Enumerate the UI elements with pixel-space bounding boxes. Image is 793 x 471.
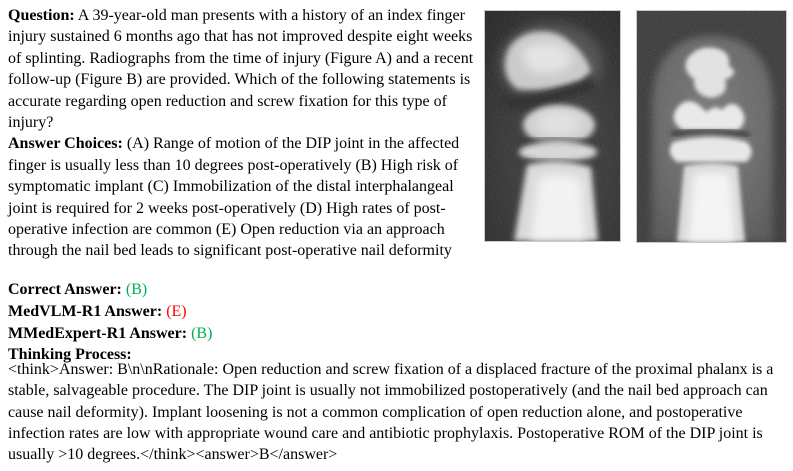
mmedexpert-answer-label: MMedExpert-R1 Answer:	[8, 324, 188, 342]
question-label: Question:	[8, 7, 75, 24]
mmedexpert-answer-line	[8, 323, 212, 345]
correct-answer-label: Correct Answer:	[8, 281, 122, 298]
medvlm-answer-line	[8, 301, 212, 323]
thinking-process-label: Thinking Process:	[8, 346, 132, 364]
mmedexpert-answer-value: (B)	[191, 324, 213, 342]
answer-choices-label: Answer Choices:	[8, 135, 123, 153]
correct-answer-value: (B)	[125, 281, 148, 298]
thinking-text: <think>Answer: B\n\nRationale: Open reduction and screw fixation of a displaced fracture of the proximal phalanx is a stable, salvageable procedure. The DIP joint is usually not immobilized postoperatively (and the nail bed approach can cause nail deformity). Implant loosening is not a common complication of open reduction alone, and postoperative infection rates are low with appropriate wound care and antibiotic prophylaxis. Postoperative ROM of the DIP joint is usually >10 degrees.</think><answer>B</answer>	[8, 361, 774, 464]
question-block	[8, 5, 478, 262]
question-text: A 39-year-old man presents with a history of an index finger injury sustained 6 months ago that has not improved despite eight weeks of splinting. Radiographs from the time of injury (Figure A) and a recent follow-up (Figure B) are provided. Which of the following statements is accurate regarding open reduction and screw fixation for this type of injury?	[8, 7, 474, 132]
medvlm-answer-value: (E)	[166, 302, 187, 320]
medvlm-answer-label: MedVLM-R1 Answer:	[8, 302, 163, 320]
answer-choices-paragraph	[8, 133, 478, 261]
figure-b-xray	[636, 10, 787, 243]
figure-a-xray	[484, 10, 621, 242]
answer-choices-text: (A) Range of motion of the DIP joint in the affected finger is usually less than 10 degrees post-operatively (B) High risk of symptomatic implant (C) Immobilization of the distal interphalangeal joint is required for 2 weeks post-operatively (D) High rates of post-operative infection are common (E) Open reduction via an approach through the nail bed leads to significant post-operative nail deformity	[8, 135, 460, 260]
question-paragraph	[8, 5, 478, 133]
figure-b-xray-image	[637, 11, 786, 242]
answers-block	[8, 279, 212, 366]
figure-a-xray-image	[485, 11, 620, 241]
correct-answer-line	[8, 279, 212, 301]
